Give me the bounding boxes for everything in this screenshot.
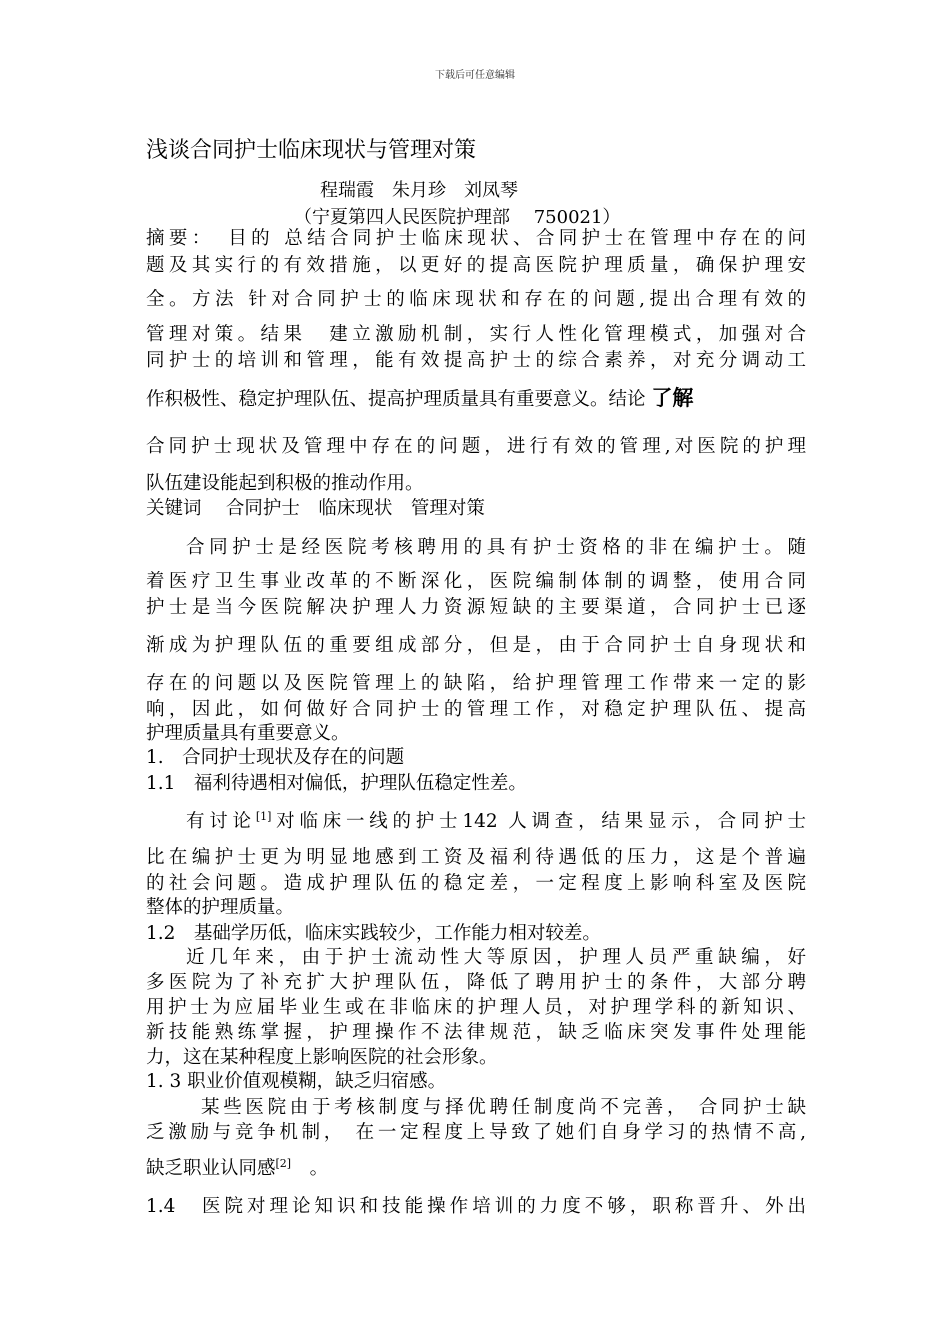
abstract-emphasis: 了解 (651, 385, 694, 410)
body-text: 有讨论 (186, 811, 256, 832)
body-line: 力，这在某种程度上影响医院的社会形象。 (146, 1047, 498, 1068)
abstract-line (146, 386, 806, 412)
body-line: 用护士为应届毕业生或在非临床的护理人员，对护理学科的新知识、 (146, 997, 806, 1018)
body-line: 新技能熟练掌握，护理操作不法律规范，缺乏临床突发事件处理能 (146, 1022, 806, 1043)
abstract-line: 全。方法 针对合同护士的临床现状和存在的问题,提出合理有效的 (146, 289, 806, 310)
body-line: 渐成为护理队伍的重要组成部分，但是，由于合同护士自身现状和 (146, 635, 806, 656)
citation-ref: [2] (275, 1157, 292, 1170)
body-line: 护士是当今医院解决护理人力资源短缺的主要渠道，合同护士已逐 (146, 597, 806, 618)
body-line (146, 1157, 806, 1181)
subsection-heading: 1.4 医院对理论知识和技能操作培训的力度不够，职称晋升、外出 (146, 1196, 806, 1217)
abstract-line: 队伍建设能起到积极的推动作用。 (146, 473, 424, 494)
body-line: 护理质量具有重要意义。 (146, 723, 350, 744)
body-line: 某些医院由于考核制度与择优聘任制度尚不完善， 合同护士缺 (201, 1097, 806, 1118)
body-line: 整体的护理质量。 (146, 897, 295, 918)
authors: 程瑞霞 朱月珍 刘凤琴 (320, 180, 518, 201)
subsection-heading: 1.2 基础学历低，临床实践较少，工作能力相对较差。 (146, 923, 601, 944)
body-line: 存在的问题以及医院管理上的缺陷，给护理管理工作带来一定的影 (146, 673, 806, 694)
body-line: 合同护士是经医院考核聘用的具有护士资格的非在编护士。随 (186, 537, 806, 558)
abstract-line: 同护士的培训和管理，能有效提高护士的综合素养，对充分调动工 (146, 350, 806, 371)
abstract-line: 管理对策。结果 建立激励机制，实行人性化管理模式，加强对合 (146, 324, 806, 345)
body-line: 着医疗卫生事业改革的不断深化，医院编制体制的调整，使用合同 (146, 571, 806, 592)
body-line: 近几年来，由于护士流动性大等原因，护理人员严重缺编，好 (186, 947, 806, 968)
body-text: 缺乏职业认同感 (146, 1158, 276, 1179)
body-line: 比在编护士更为明显地感到工资及福利待遇低的压力，这是个普遍 (146, 847, 806, 868)
subsection-heading: 1.1 福利待遇相对偏低，护理队伍稳定性差。 (146, 773, 527, 794)
body-line: 多医院为了补充扩大护理队伍，降低了聘用护士的条件，大部分聘 (146, 972, 806, 993)
keywords-line: 关键词 合同护士 临床现状 管理对策 (146, 498, 485, 519)
abstract-text: 作积极性、稳定护理队伍、提高护理质量具有重要意义。结论 (146, 389, 652, 410)
body-line: 响，因此，如何做好合同护士的管理工作，对稳定护理队伍、提高 (146, 699, 806, 720)
article-title: 浅谈合同护士临床现状与管理对策 (146, 138, 477, 163)
body-line: 乏激励与竞争机制， 在一定程度上导致了她们自身学习的热情不高, (146, 1122, 806, 1143)
body-line: 的社会问题。造成护理队伍的稳定差，一定程度上影响科室及医院 (146, 873, 806, 894)
abstract-line: 合同护士现状及管理中存在的问题，进行有效的管理,对医院的护理 (146, 436, 806, 457)
body-text: 对临床一线的护士142 人调查，结果显示，合同护士 (271, 811, 806, 832)
page-header: 下载后可任意编辑 (435, 70, 515, 81)
body-line (146, 810, 806, 834)
abstract-line: 摘要： 目的 总结合同护士临床现状、合同护士在管理中存在的问 (146, 228, 806, 249)
body-text: 。 (291, 1158, 329, 1179)
abstract-line: 题及其实行的有效措施，以更好的提高医院护理质量，确保护理安 (146, 255, 806, 276)
affiliation: （宁夏第四人民医院护理部 750021） (294, 207, 621, 228)
section-heading: 1. 合同护士现状及存在的问题 (146, 747, 405, 768)
citation-ref: [1] (255, 810, 272, 823)
subsection-heading: 1. 3 职业价值观模糊，缺乏归宿感。 (146, 1071, 447, 1092)
